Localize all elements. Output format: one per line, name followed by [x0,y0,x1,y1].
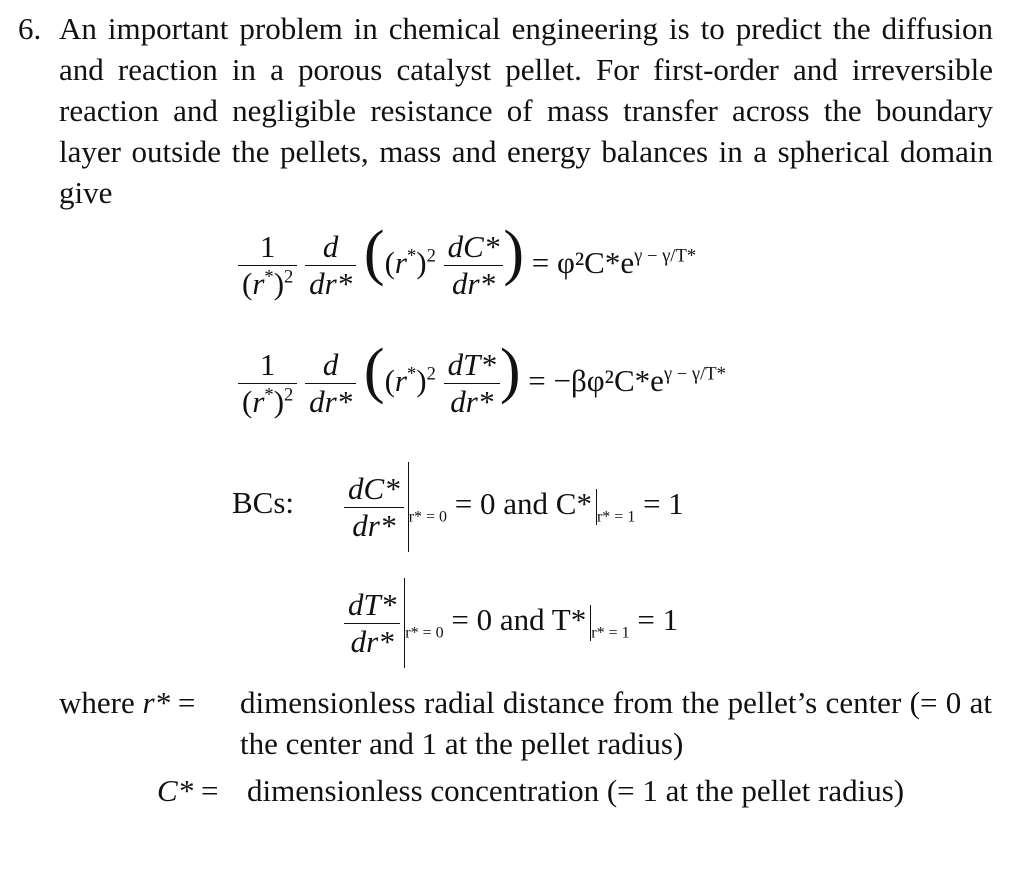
equation-energy-balance: $\frac{1}{(r^*)^2}$ $\frac{d}{dr*}$ ($(r^*)^2$ $\frac{dT*}{dr*}$ ) = $-\beta\varphi^2C*e^{\gamma - \gamma/T*}$ [238,340,726,420]
r-definition: dimensionless radial distance from the pellet’s center (= 0 at the center and 1 at the pellet radius) [240,685,992,761]
problem-number: 6. [18,11,42,46]
eq1-rhs: = φ²C*e [531,245,635,280]
c-symbol-line: C* = [157,773,219,808]
frac-dC-dr: $\frac{dC*}{dr*}$ [444,229,504,302]
r-symbol: r* [142,685,171,720]
frac-one-over-r2: $\frac{1}{(r^*)^2}$ [238,229,297,302]
eq2-rhs: = −βφ²C*e [528,363,664,398]
bcs-label: BCs: [232,485,295,520]
frac-dT-dr: $\frac{dT*}{dr*}$ [444,347,500,420]
frac-d-dr: $\frac{d}{dr*}$ [305,229,356,302]
eq2-exponent: γ − γ/T* [663,363,726,385]
definition-where: where r* = [59,685,196,720]
c-definition: dimensionless concentration (= 1 at the pellet radius) [247,773,905,808]
problem-text: An important problem in chemical engineering is to predict the diffusion and reaction in a porous catalyst pellet. For first-order and irreversible reaction and negligible resistance of mass transfer across the boundary layer outside the pellets, mass and energy balances in a spherical domain give [59,11,993,210]
equation-mass-balance: $\frac{1}{(r^*)^2}$ $\frac{d}{dr*}$ ($(r^*)^2$ $\frac{dC*}{dr*}$ ) = $\varphi^2C*e^{\gamma - \gamma/T*}$ [238,222,696,302]
boundary-condition-1: $\frac{dC*}{dr*}$ $_{r* = 0}$ = 0 and C* $_{r* = 1}$ = 1 [344,462,684,552]
problem-paragraph [18,8,993,213]
boundary-condition-2: $\frac{dT*}{dr*}$ $_{r* = 0}$ = 0 and T* $_{r* = 1}$ = 1 [344,578,678,668]
eq1-exponent: γ − γ/T* [634,245,697,267]
c-symbol: C* [157,773,194,808]
